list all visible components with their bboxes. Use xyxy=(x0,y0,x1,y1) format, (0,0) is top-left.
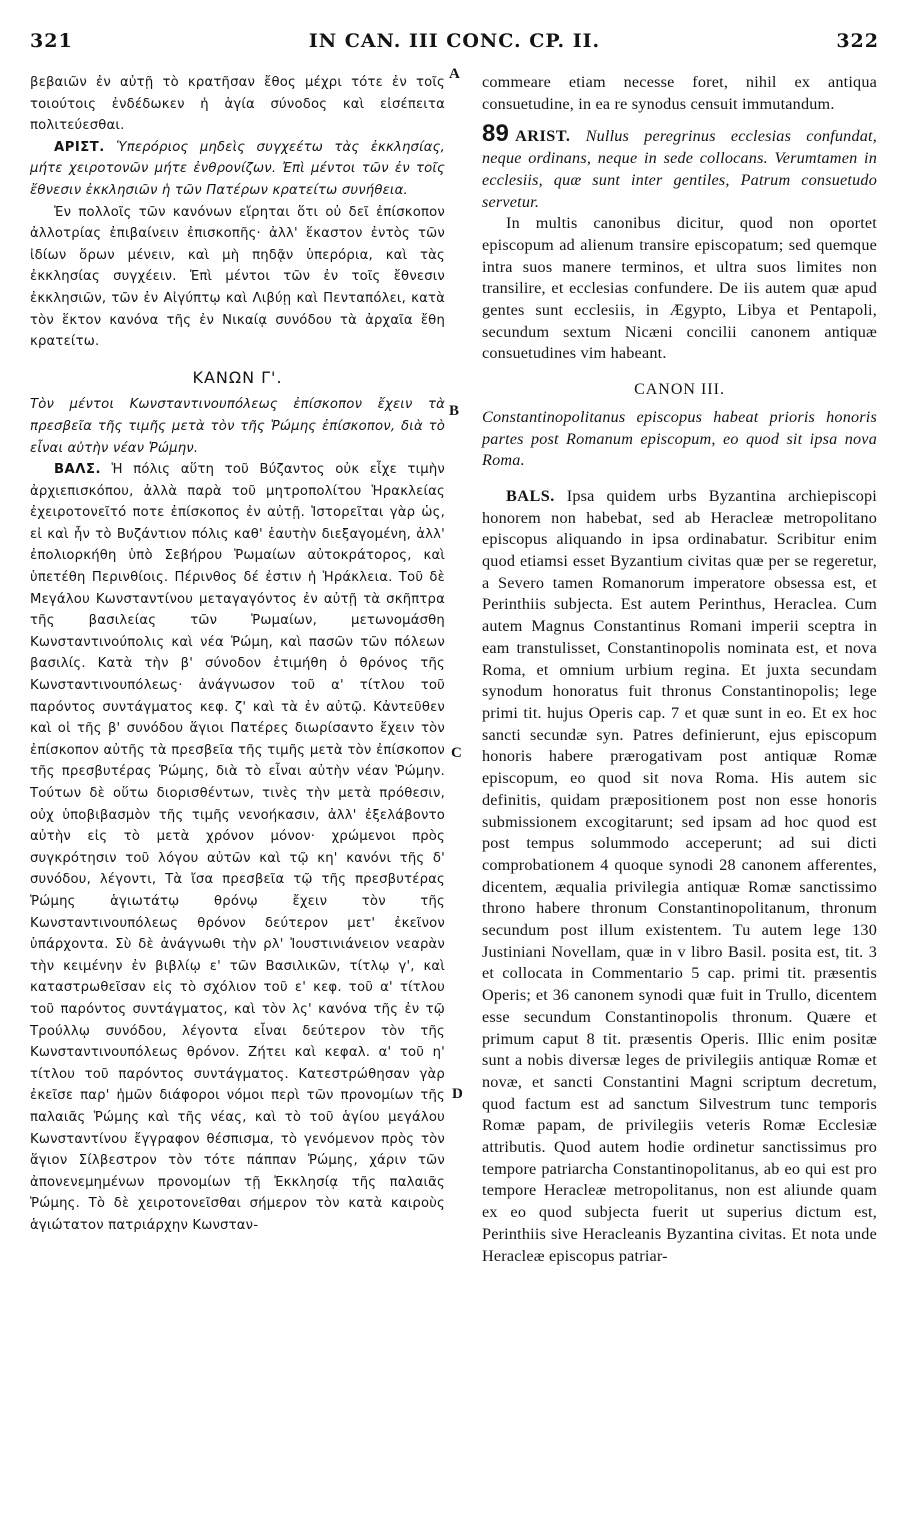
margin-mark-b: B xyxy=(449,403,460,419)
greek-canon-title: ΚΑΝΩΝ Γ'. xyxy=(192,367,283,387)
greek-canon-text: Τὸν μέντοι Κωνσταντινουπόλεως ἐπίσκοπον ἔχειν τὰ πρεσβεῖα τῆς τιμῆς μετὰ τὸν τῆς Ῥώμης ἐπίσκοπον, διὰ τὸ εἶναι αὐτὴν νέαν Ῥώμην. xyxy=(30,397,445,456)
latin-arist-text: Nullus peregrinus ecclesias confundat, neque ordinans, neque in sede collocans. Verumtamen in ecclesiis, quæ sunt inter gentiles, Patrum consuetudo servetur. xyxy=(482,127,878,211)
latin-balsamon-commentary xyxy=(482,486,877,1267)
latin-canon-text: Constantinopolitanus episcopus habeat prioris honoris partes post Romanum episcopum, eo quod sit ipsa nova Roma. xyxy=(482,407,877,470)
greek-aristenus-summary xyxy=(30,137,445,202)
latin-commentary-paragraph: In multis canonibus dicitur, quod non oportet episcopum ad alienum transire episcopatum; sed quemque intra suos manere terminos, et ultra suos limites non transilire, et ecclesias confundere. De iis autem quæ apud gentes sunt ecclesiis, in Ægypto, Libya et Pentapoli, secundum sextum Nicæni concilii canonem antiquæ consuetudines vim habeant. xyxy=(482,214,877,363)
greek-bals-text: Ἡ πόλις αὕτη τοῦ Βύζαντος οὐκ εἶχε τιμὴν ἀρχιεπισκόπου, ἀλλὰ παρὰ τοῦ μητροπολίτου Ἡρακλείας ἐχειροτονεῖτό ποτε ἐπίσκοπος ἐν αὐτῇ. Ἱστορεῖται γὰρ ὡς, εἰ καὶ ἦν τὸ Βυζάντιον πόλις καθ' ἑαυτὴν διεξαγομένη, ἀλλ' ἐπολιορκήθη ὑπὸ Σεβήρου Ῥωμαίων αὐτοκράτορος, καὶ ὑπετέθη Περινθίοις. Πέρινθος δέ ἐστιν ἡ Ἡράκλεια. Τοῦ δὲ Μεγάλου Κωνσταντίνου μεταγαγόντος ἐν αὐτῇ τὰ σκῆπτρα τῆς βασιλείας τῶν Ῥωμαίων, μετωνομάσθη Κωνσταντινούπολις καὶ νέα Ῥώμη, καὶ πασῶν τῶν πόλεων βασιλίς. Κατὰ τὴν β' σύνοδον ἐτιμήθη ὁ θρόνος τῆς Κωνσταντινουπόλεως· ἀνάγνωσον τοῦ α' τίτλου τοῦ παρόντος συντάγματος κεφ. ζ' καὶ τὰ ἐν αὐτῷ. Κἀντεῦθεν καὶ οἱ τῆς β' συνόδου ἅγιοι Πατέρες διωρίσαντο ἔχειν τὸν ἐπίσκοπον αὐτῆς τὰ πρεσβεῖα τῆς τιμῆς μετὰ τὸν ἐπίσκοπον τῆς πρεσβυτέρας Ῥώμης, διὰ τὸ εἶναι αὐτὴν νέαν Ῥώμην. Τούτων δὲ οὕτω διορισθέντων, τινὲς τὴν μετὰ πρόθεσιν, οὐχ ὑποβιβασμὸν τῆς τιμῆς νενοήκασιν, ἀλλ' ἐξελάβοντο αὐτὴν εἰς τὸ μετὰ χρόνον μόνον· χρώμενοι πρὸς συγκρότησιν τοῦ λόγου αὐτῶν καὶ τῷ κη' κανόνι τῆς δ' συνόδου, λέγοντι, Τὰ ἴσα πρεσβεῖα τῷ τῆς πρεσβυτέρας Ῥώμης ἁγιωτάτῳ θρόνῳ ἔχειν τὸν τῆς Κωνσταντινουπόλεως θρόνον δεύτερον μετ' ἐκεῖνον ὑπάρχοντα. Σὺ δὲ ἀνάγνωθι τὴν ρλ' Ἰουστινιάνειον νεαρὰν τὴν κειμένην ἐν βιβλίῳ ε' τῶν Βασιλικῶν, τίτλῳ γ', καὶ καταστρωθεῖσαν εἰς τὸ σχόλιον τοῦ ε' κεφ. τοῦ α' τίτλου τοῦ παρόντος συντάγματος, καὶ τὸν λς' κανόνα τῆς ἐν τῷ Τρούλλῳ συνόδου, λέγοντα εἶναι δεύτερον τὸν τῆς Κωνσταντινουπόλεως θρόνον. Ζήτει καὶ κεφαλ. α' τοῦ η' τίτλου τοῦ παρόντος συντάγματος. Κατεστρώθησαν γὰρ ἐκεῖσε παρ' ἡμῶν διάφοροι νόμοι περὶ τῶν προνομίων τῆς παλαιᾶς Ῥώμης καὶ τῆς νέας, καὶ τὸ τοῦ ἁγίου μεγάλου Κωνσταντίνου ἔγγραφον θέσπισμα, τὸ γενόμενον πρὸς τὸν ἅγιον Σίλβεστρον τὸν τότε πάππαν Ῥώμης, χάριν τῶν ἀπονενεμημένων προνομίων τῇ Ἐκκλησίᾳ τῆς παλαιᾶς Ῥώμης. Τὸ δὲ χειροτονεῖσθαι σήμερον τὸν κατὰ καιροὺς ἁγιώτατον πατριάρχην Κωνσταν- xyxy=(30,462,445,1233)
running-title: IN CAN. III CONC. CP. II. xyxy=(308,30,601,52)
greek-column xyxy=(30,72,445,1236)
latin-intro-paragraph: commeare etiam necesse foret, nihil ex antiqua consuetudine, in ea re synodus censuit immutandum. xyxy=(482,73,877,113)
greek-bals-label: ΒΑΛΣ. xyxy=(54,462,101,478)
latin-arist-label: ARIST. xyxy=(515,127,571,146)
greek-commentary-paragraph: Ἐν πολλοῖς τῶν κανόνων εἴρηται ὅτι οὐ δεῖ ἐπίσκοπον ἀλλοτρίας ἐπιβαίνειν ἐπισκοπῆς· ἀλλ' ἕκαστον ἐντὸς τῶν ἰδίων ὅρων μένειν, καὶ μὴ πηδᾷν ὑπερόρια, καὶ τὰς ἐκκλησίας συγχέειν. Ἐπὶ μέντοι τῶν ἐν τοῖς ἔθνεσιν ἐκκλησιῶν, τῶν ἐν Αἰγύπτῳ καὶ Λιβύῃ καὶ Πενταπόλει, κατὰ τὸν ἕκτον κανόνα τῆς ἐν Νικαίᾳ συνόδου τὰ ἀρχαῖα ἔθη κρατείτω. xyxy=(30,204,445,350)
latin-bals-label: BALS. xyxy=(506,486,555,505)
greek-arist-text: Ὑπερόριος μηδεὶς συγχεέτω τὰς ἐκκλησίας, μήτε χειροτονῶν μήτε ἐνθρονίζων. Ἐπὶ μέντοι τῶν ἐν τοῖς ἔθνεσιν ἐκκλησιῶν ἡ τῶν Πατέρων κρατείτω συνήθεια. xyxy=(30,139,445,198)
margin-mark-d: D xyxy=(452,1086,463,1102)
latin-canon-title: CANON III. xyxy=(634,381,725,399)
greek-balsamon-commentary xyxy=(30,459,445,1236)
latin-bals-text: Ipsa quidem urbs Byzantina archiepiscopi honorem non habebat, sed ab Heracleæ metropolitano episcopus aliquando in ipsa ordinabatur. Scribitur enim quod etiamsi esset Byzantium civitas quæ per se regeretur, a Severo tamen Romanorum imperatore obsessa est, et Perinthiis subjecta. Est autem Perinthus, Heraclea. Cum autem Magnus Constantinus Romani imperii sceptra in eam transtulisset, Constantinopolis nominata est, et nova Roma, et omnium urbium regina. Et juxta secundam synodum honoratus fuit thronus Constantinopolis; lege primi tit. hujus Operis cap. 7 et quæ sunt in eo. Et ex hoc sancti secundæ syn. Patres definierunt, ejus episcopum honoris habere prærogativam post antiquæ Romæ episcopum, eo quod sit nova Roma. His autem sic definitis, quidam præpositionem post non esse honoris submissionem excogitarunt; sed ipsam ad hoc quod est post tempus solummodo acceperunt; ad sui dicti comprobationem 4 quoque synodi 28 canonem afferentes, dicentem, æqualia privilegia antiquæ Romæ sanctissimo throno habere thronum Constantinopolitanum, thronum secundum post illum existentem. Tu autem lege 130 Justiniani Novellam, quæ in v libro Basil. posita est, tit. 3 et collocata in Commentario 5 cap. primi tit. præsentis Operis; et 36 canonem synodi quæ fuit in Trullo, dicentem esse secundum Constantinopolis thronum. Quære et primum caput 8 tit. præsentis Operis. Illic enim positæ sunt a nobis diversæ leges de privilegiis antiquæ Romæ et novæ, et sancti Constantini Magni scriptum decretum, quod factum est ad sanctum Silvestrum tunc temporis Romæ papam, de privilegiis veteris Romæ Ecclesiæ attributis. Quod autem hodie ordinetur sanctissimus pro tempore patriarcha Constantinopolitanus, ab eo qui est pro tempore Heracleæ metropolitanus, non est aliunde quam ex eo quod subjecta fuerit ut superius dictum est, Perinthiis sive Heracleanis Byzantina civitas. Et nota unde Heracleæ episcopus patriar- xyxy=(482,486,878,1265)
greek-arist-label: ΑΡΙΣΤ. xyxy=(54,139,105,155)
margin-mark-c: C xyxy=(451,745,462,761)
page-number-left: 321 xyxy=(30,30,73,52)
page-number-right: 322 xyxy=(836,30,879,52)
latin-column xyxy=(482,72,877,1267)
canon-number: 89 xyxy=(482,120,510,148)
margin-mark-a: A xyxy=(449,66,460,82)
latin-aristenus-summary xyxy=(482,120,878,213)
running-header xyxy=(30,30,879,60)
greek-intro-paragraph: βεβαιῶν ἐν αὐτῇ τὸ κρατῆσαν ἔθος μέχρι τότε ἐν τοῖς τοιούτοις ἐνδέδωκεν ἡ ἁγία σύνοδος καὶ εἰσέπειτα πολιτεύεσθαι. xyxy=(30,75,445,134)
